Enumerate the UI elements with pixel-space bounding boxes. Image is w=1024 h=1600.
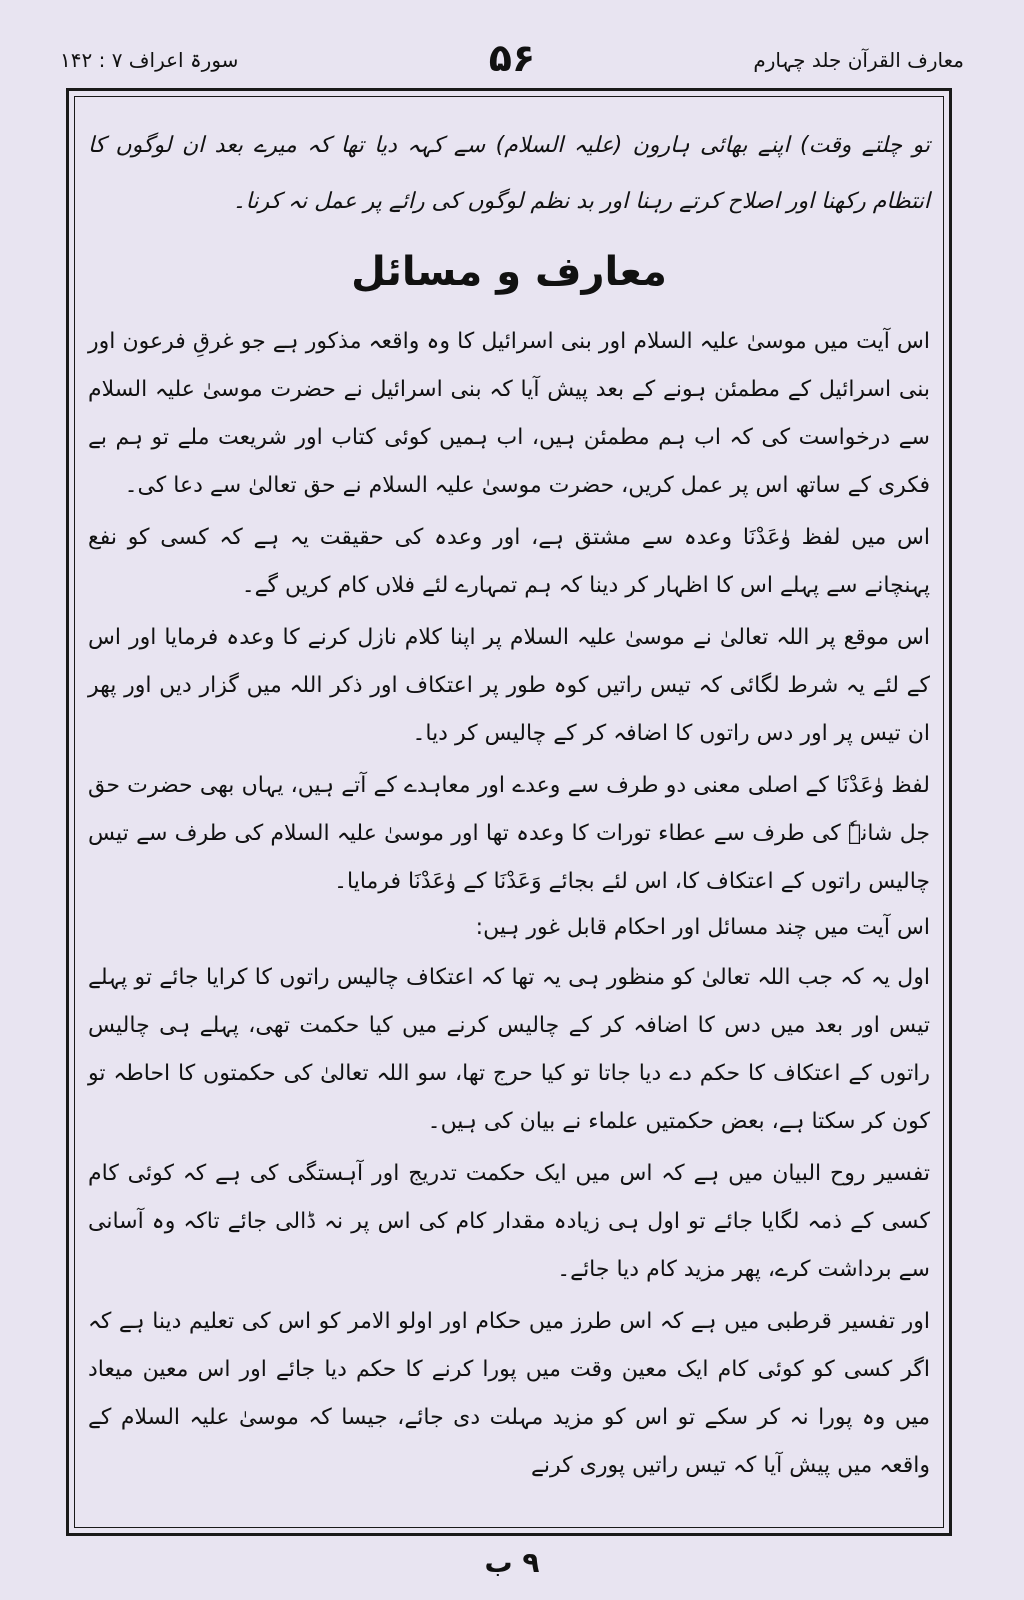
page-number: ۵۶: [488, 36, 536, 80]
page-content: [88, 118, 930, 1490]
intro-paragraph: تو چلتے وقت) اپنے بھائی ہارون (علیہ السلام) سے کہہ دیا تھا کہ میرے بعد ان لوگوں کا انتظام رکھنا اور اصلاح کرتے رہنا اور بد نظم لوگوں کی رائے پر عمل نہ کرنا۔: [88, 133, 930, 214]
paragraph-7: اور تفسیر قرطبی میں ہے کہ اس طرز میں حکام اور اولو الامر کو اس کی تعلیم دینا ہے کہ اگر کسی کو کوئی کام ایک معین وقت میں پورا کرنے کا حکم دیا جائے اور اس معین میعاد میں وہ پورا نہ کر سکے تو اس کو مزید مہلت دی جائے، جیسا کہ موسیٰ علیہ السلام کے واقعہ میں پیش آیا کہ تیس راتیں پوری کرنے: [88, 1309, 930, 1478]
page-header: [60, 36, 964, 84]
list-lead: اس آیت میں چند مسائل اور احکام قابل غور ہیں:: [475, 915, 930, 940]
paragraph-3: اس موقع پر اللہ تعالیٰ نے موسیٰ علیہ السلام پر اپنا کلام نازل کرنے کا وعدہ فرمایا اور اس کے لئے یہ شرط لگائی کہ تیس راتیں کوہ طور پر اعتکاف اور ذکر اللہ میں گزار دیں اور پھر ان تیس پر اور دس راتوں کا اضافہ کر کے چالیس کر دیا۔: [88, 625, 931, 746]
paragraph-2: اس میں لفظ وٰعَدْنَا وعدہ سے مشتق ہے، اور وعدہ کی حقیقت یہ ہے کہ کسی کو نفع پہنچانے سے پہلے اس کا اظہار کر دینا کہ ہم تمہارے لئے فلاں کام کریں گے۔: [88, 525, 930, 598]
paragraph-5: اول یہ کہ جب اللہ تعالیٰ کو منظور ہی یہ تھا کہ اعتکاف چالیس راتوں کا کرایا جائے تو پہلے تیس اور بعد میں دس کا اضافہ کر کے چالیس کرنے میں کیا حکمت تھی، پہلے ہی چالیس راتوں کے اعتکاف کا حکم دے دیا جاتا تو کیا حرج تھا، سو اللہ تعالیٰ کی حکمتوں کا احاطہ تو کون کر سکتا ہے، بعض حکمتیں علماء نے بیان کی ہیں۔: [88, 965, 930, 1134]
signature-mark: ۹ ب: [484, 1546, 540, 1579]
book-title: معارف القرآن جلد چہارم: [753, 48, 964, 72]
section-heading: معارف و مسائل: [351, 249, 667, 295]
paragraph-1: اس آیت میں موسیٰ علیہ السلام اور بنی اسرائیل کا وہ واقعہ مذکور ہے جو غرقِ فرعون اور بنی اسرائیل کے مطمئن ہونے کے بعد پیش آیا کہ بنی اسرائیل نے حضرت موسیٰ علیہ السلام سے درخواست کی کہ اب ہم مطمئن ہیں، اب ہمیں کوئی کتاب اور شریعت ملے تو ہم بے فکری کے ساتھ اس پر عمل کریں، حضرت موسیٰ علیہ السلام نے حق تعالیٰ سے دعا کی۔: [88, 329, 930, 498]
paragraph-4: لفظ وٰعَدْنَا کے اصلی معنی دو طرف سے وعدے اور معاہدے کے آتے ہیں، یہاں بھی حضرت حق جل شانہٗ کی طرف سے عطاء تورات کا وعدہ تھا اور موسیٰ علیہ السلام کی طرف سے تیس چالیس راتوں کے اعتکاف کا، اس لئے بجائے وَعَدْنَا کے وٰعَدْنَا فرمایا۔: [88, 773, 930, 894]
surah-reference: سورۃ اعراف ۷ : ۱۴۲: [60, 48, 239, 72]
paragraph-6: تفسیر روح البیان میں ہے کہ اس میں ایک حکمت تدریج اور آہستگی کی ہے کہ کوئی کام کسی کے ذمہ لگایا جائے تو اول ہی زیادہ مقدار کام کی اس پر نہ ڈالی جائے تاکہ وہ آسانی سے برداشت کرے، پھر مزید کام دیا جائے۔: [88, 1161, 930, 1282]
